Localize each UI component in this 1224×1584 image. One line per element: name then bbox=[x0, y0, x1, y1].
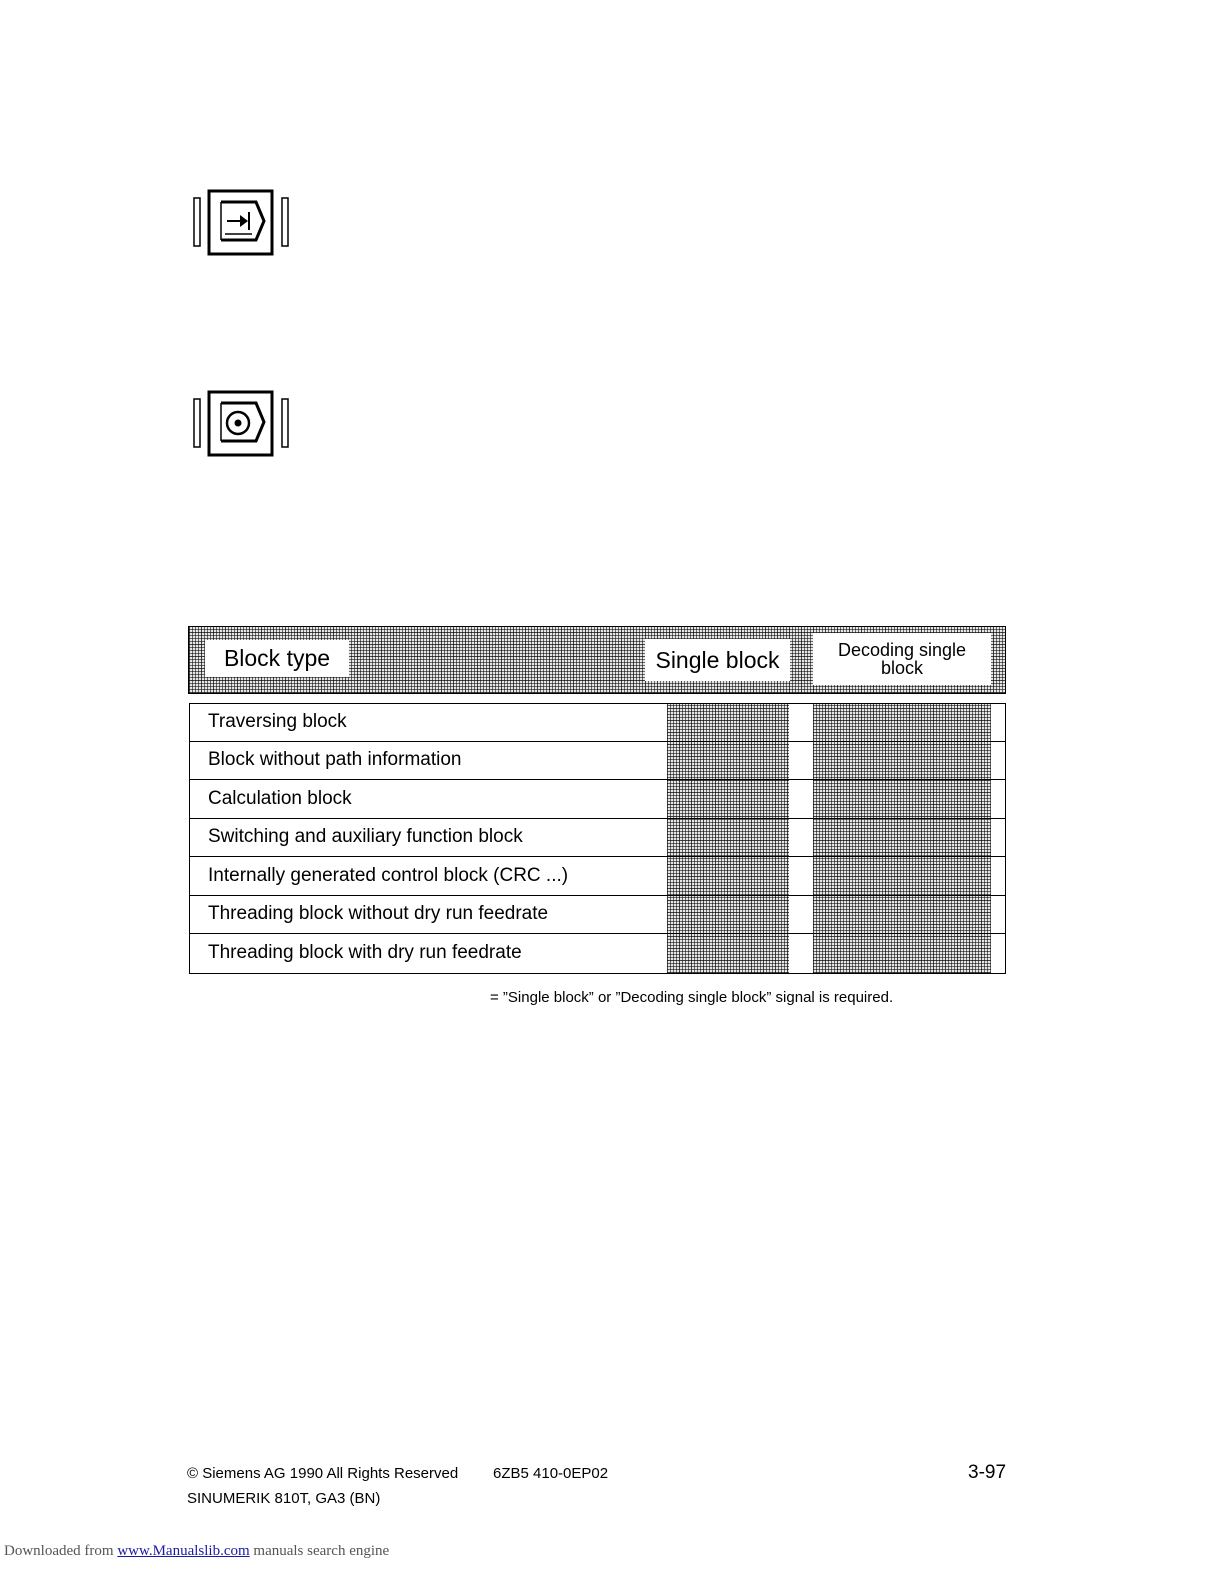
block-type-table bbox=[189, 703, 1006, 974]
footer-order-number: 6ZB5 410-0EP02 bbox=[493, 1465, 609, 1482]
single-block-key-icon bbox=[192, 188, 292, 258]
header-decoding-single-block bbox=[813, 633, 991, 685]
download-banner bbox=[4, 1543, 389, 1560]
table-row bbox=[190, 704, 1005, 742]
decoding-single-block-key-icon bbox=[192, 389, 292, 459]
download-suffix: manuals search engine bbox=[249, 1543, 390, 1559]
footer-product: SINUMERIK 810T, GA3 (BN) bbox=[187, 1490, 381, 1507]
row-label: Block without path information bbox=[208, 749, 462, 770]
header-decoding-line1: Decoding single bbox=[837, 640, 967, 660]
table-row bbox=[190, 858, 1005, 896]
row-label: Internally generated control block (CRC ...) bbox=[208, 865, 569, 886]
table-row bbox=[190, 935, 1005, 973]
manualslib-link[interactable]: www.Manualslib.com bbox=[117, 1543, 250, 1559]
row-label: Calculation block bbox=[208, 788, 352, 809]
page-number: 3-97 bbox=[968, 1462, 1007, 1483]
header-decoding-line2: block bbox=[880, 658, 924, 678]
row-label: Traversing block bbox=[208, 711, 347, 732]
table-row bbox=[190, 742, 1005, 780]
table-footnote: = ”Single block” or ”Decoding single block” signal is required. bbox=[490, 989, 894, 1006]
table-row bbox=[190, 896, 1005, 934]
table-row bbox=[190, 819, 1005, 857]
download-prefix: Downloaded from bbox=[4, 1543, 118, 1559]
table-row bbox=[190, 781, 1005, 819]
row-label: Threading block without dry run feedrate bbox=[208, 903, 549, 924]
footer-copyright: © Siemens AG 1990 All Rights Reserved bbox=[187, 1465, 459, 1482]
row-label: Switching and auxiliary function block bbox=[208, 826, 523, 847]
row-label: Threading block with dry run feedrate bbox=[208, 942, 522, 963]
table-header bbox=[188, 626, 1006, 694]
header-single-block: Single block bbox=[645, 639, 790, 681]
header-block-type: Block type bbox=[205, 640, 349, 677]
